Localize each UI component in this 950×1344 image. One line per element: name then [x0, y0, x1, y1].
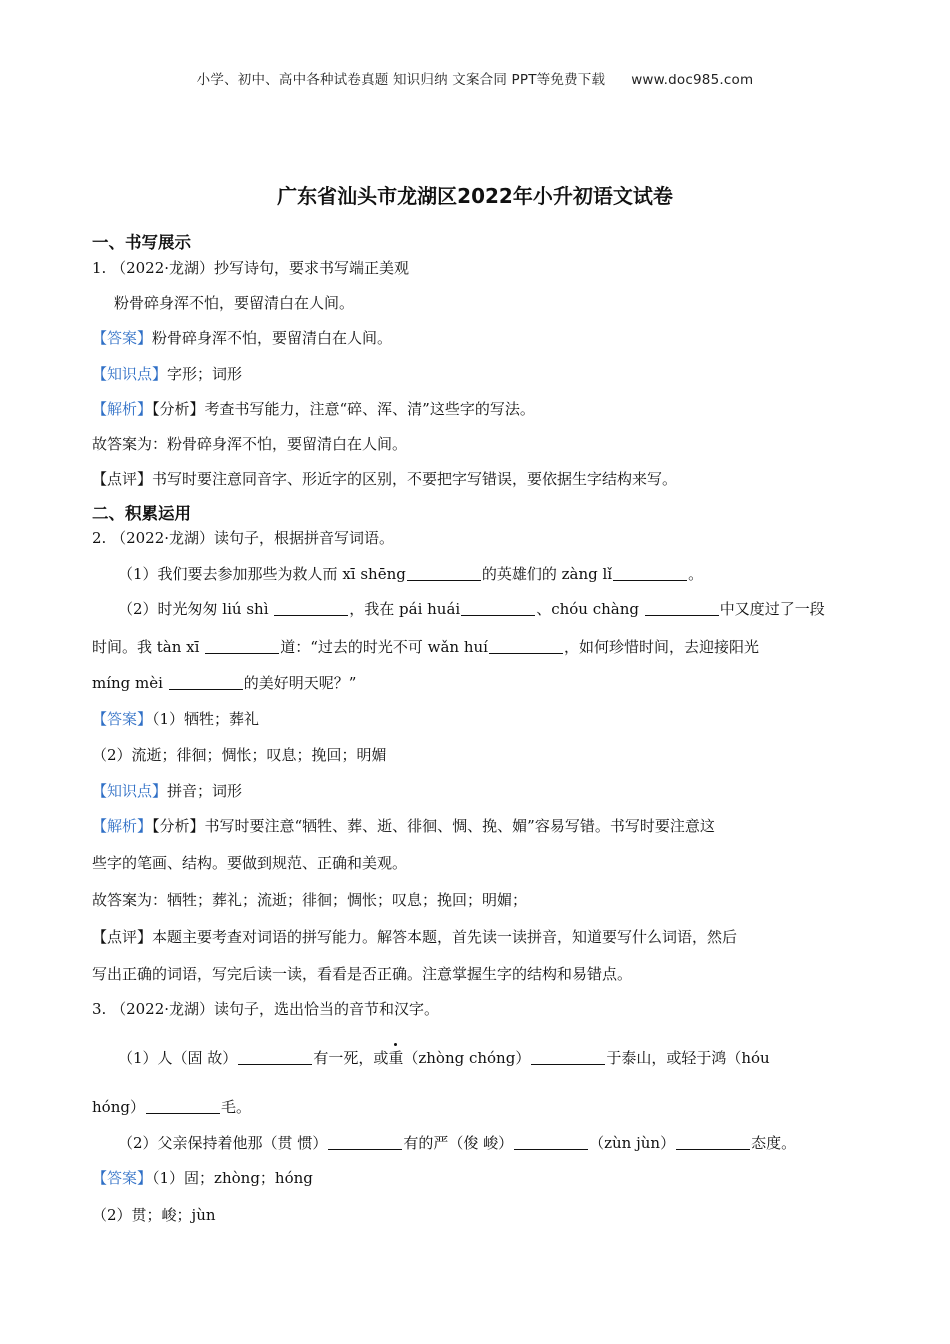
q2-text: 时间。我 tàn xī	[92, 638, 205, 656]
q3-text: （zùn jùn）	[589, 1134, 676, 1152]
answer-blank[interactable]	[461, 599, 535, 616]
answer-blank[interactable]	[531, 1048, 605, 1065]
q2-text: 的英雄们的 zàng lǐ	[481, 565, 613, 583]
q2-text: 道：“过去的时光不可 wǎn huí	[280, 638, 488, 656]
q2-comment	[92, 927, 872, 947]
q2-text: 的美好明天呢？”	[243, 674, 357, 692]
answer-blank[interactable]	[205, 637, 279, 654]
q2-analysis-text: 【分析】书写时要注意“牺牲、葬、逝、徘徊、惆、挽、媚”容易写错。书写时要注意这	[152, 817, 715, 835]
answer-blank[interactable]	[146, 1097, 220, 1114]
answer-label: 【答案】	[92, 710, 153, 728]
q2-text: ，我在 pái huái	[349, 600, 461, 618]
q3-stem: 3. （2022·龙湖）读句子，选出恰当的音节和汉字。	[92, 1000, 440, 1018]
knowledge-label: 【知识点】	[92, 365, 168, 383]
q3-text: （zhòng chóng）	[403, 1049, 531, 1067]
q1-knowledge	[92, 364, 872, 384]
page-title: 广东省汕头市龙湖区2022年小升初语文试卷	[277, 184, 673, 208]
q3-text: 有一死，或	[313, 1049, 389, 1067]
answer-label: 【答案】	[92, 329, 153, 347]
q3-answer-text: （1）固；zhòng；hóng	[152, 1169, 313, 1187]
q2-text: 中又度过了一段	[719, 600, 825, 618]
q2-text: 、chóu chàng	[536, 600, 644, 618]
knowledge-label: 【知识点】	[92, 782, 168, 800]
q1-knowledge-text: 字形；词形	[167, 365, 243, 383]
q3-answer	[92, 1168, 872, 1188]
answer-blank[interactable]	[169, 673, 243, 690]
q3-answer-2: （2）贯；峻；jùn	[92, 1206, 216, 1224]
q2-answer-2: （2）流逝；徘徊；惆怅；叹息；挽回；明媚	[92, 746, 387, 764]
q1-stem: 1. （2022·龙湖）抄写诗句，要求书写端正美观	[92, 259, 410, 277]
answer-blank[interactable]	[645, 599, 719, 616]
q2-knowledge	[92, 781, 872, 801]
q1-answer-text: 粉骨碎身浑不怕，要留清白在人间。	[152, 329, 393, 347]
q3-text: 毛。	[220, 1098, 251, 1116]
q2-line-2	[118, 599, 898, 619]
answer-blank[interactable]	[238, 1048, 312, 1065]
emphasis-char: 重	[388, 1049, 404, 1067]
q3-text: 有的严（俊 峻）	[403, 1134, 514, 1152]
analysis-label: 【解析】	[92, 400, 153, 418]
q1-analysis	[92, 399, 872, 419]
q1-comment	[92, 469, 872, 489]
answer-blank[interactable]	[489, 637, 563, 654]
q1-final: 故答案为：粉骨碎身浑不怕，要留清白在人间。	[92, 435, 408, 453]
q2-analysis-2: 些字的笔画、结构。要做到规范、正确和美观。	[92, 854, 408, 872]
q3-text: hóng）	[92, 1098, 145, 1116]
q2-text: （2）时光匆匆 liú shì	[118, 600, 274, 618]
q2-comment-2: 写出正确的词语，写完后读一读，看看是否正确。注意掌握生字的结构和易错点。	[92, 965, 633, 983]
q2-answer-text: （1）牺牲；葬礼	[152, 710, 260, 728]
q2-text: 。	[688, 565, 704, 583]
comment-label: 【点评】	[92, 928, 153, 946]
answer-label: 【答案】	[92, 1169, 153, 1187]
answer-blank[interactable]	[613, 564, 687, 581]
analysis-label: 【解析】	[92, 817, 153, 835]
page-header	[0, 68, 950, 88]
q2-text: ，如何珍惜时间，去迎接阳光	[563, 638, 759, 656]
q3-text: （2）父亲保持着他那（贯 惯）	[118, 1134, 328, 1152]
q1-comment-text: 书写时要注意同音字、形近字的区别，不要把字写错误，要依据生字结构来写。	[152, 470, 678, 488]
q2-text: （1）我们要去参加那些为救人而 xī shēng	[118, 565, 406, 583]
q3-line-2	[92, 1097, 872, 1117]
q3-line-3	[118, 1133, 898, 1153]
answer-blank[interactable]	[274, 599, 348, 616]
header-url[interactable]: www.doc985.com	[631, 72, 754, 88]
q2-line-1	[118, 564, 898, 584]
q2-comment-text: 本题主要考查对词语的拼写能力。解答本题，首先读一读拼音，知道要写什么词语，然后	[152, 928, 738, 946]
q2-stem: 2. （2022·龙湖）读句子，根据拼音写词语。	[92, 529, 395, 547]
q3-text: 于泰山，或轻于鸿（hóu	[606, 1049, 770, 1067]
q1-analysis-text: 【分析】考查书写能力，注意“碎、浑、清”这些字的写法。	[152, 400, 535, 418]
answer-blank[interactable]	[514, 1133, 588, 1150]
q3-line-1	[118, 1048, 898, 1068]
q2-answer	[92, 709, 872, 729]
q1-poem: 粉骨碎身浑不怕，要留清白在人间。	[114, 294, 355, 312]
section-heading-1: 一、书写展示	[92, 233, 191, 252]
comment-label: 【点评】	[92, 470, 153, 488]
q2-final: 故答案为：牺牲；葬礼；流逝；徘徊；惆怅；叹息；挽回；明媚；	[92, 891, 528, 909]
header-text: 小学、初中、高中各种试卷真题 知识归纳 文案合同 PPT等免费下载	[196, 72, 606, 88]
q1-answer	[92, 328, 872, 348]
q2-text: míng mèi	[92, 674, 168, 692]
q2-analysis	[92, 816, 872, 836]
q2-knowledge-text: 拼音；词形	[167, 782, 243, 800]
q2-line-4	[92, 673, 872, 693]
q3-text: （1）人（固 故）	[118, 1049, 238, 1067]
q2-line-3	[92, 637, 872, 657]
answer-blank[interactable]	[676, 1133, 750, 1150]
answer-blank[interactable]	[407, 564, 481, 581]
section-heading-2: 二、积累运用	[92, 504, 191, 523]
q3-text: 态度。	[751, 1134, 797, 1152]
answer-blank[interactable]	[328, 1133, 402, 1150]
